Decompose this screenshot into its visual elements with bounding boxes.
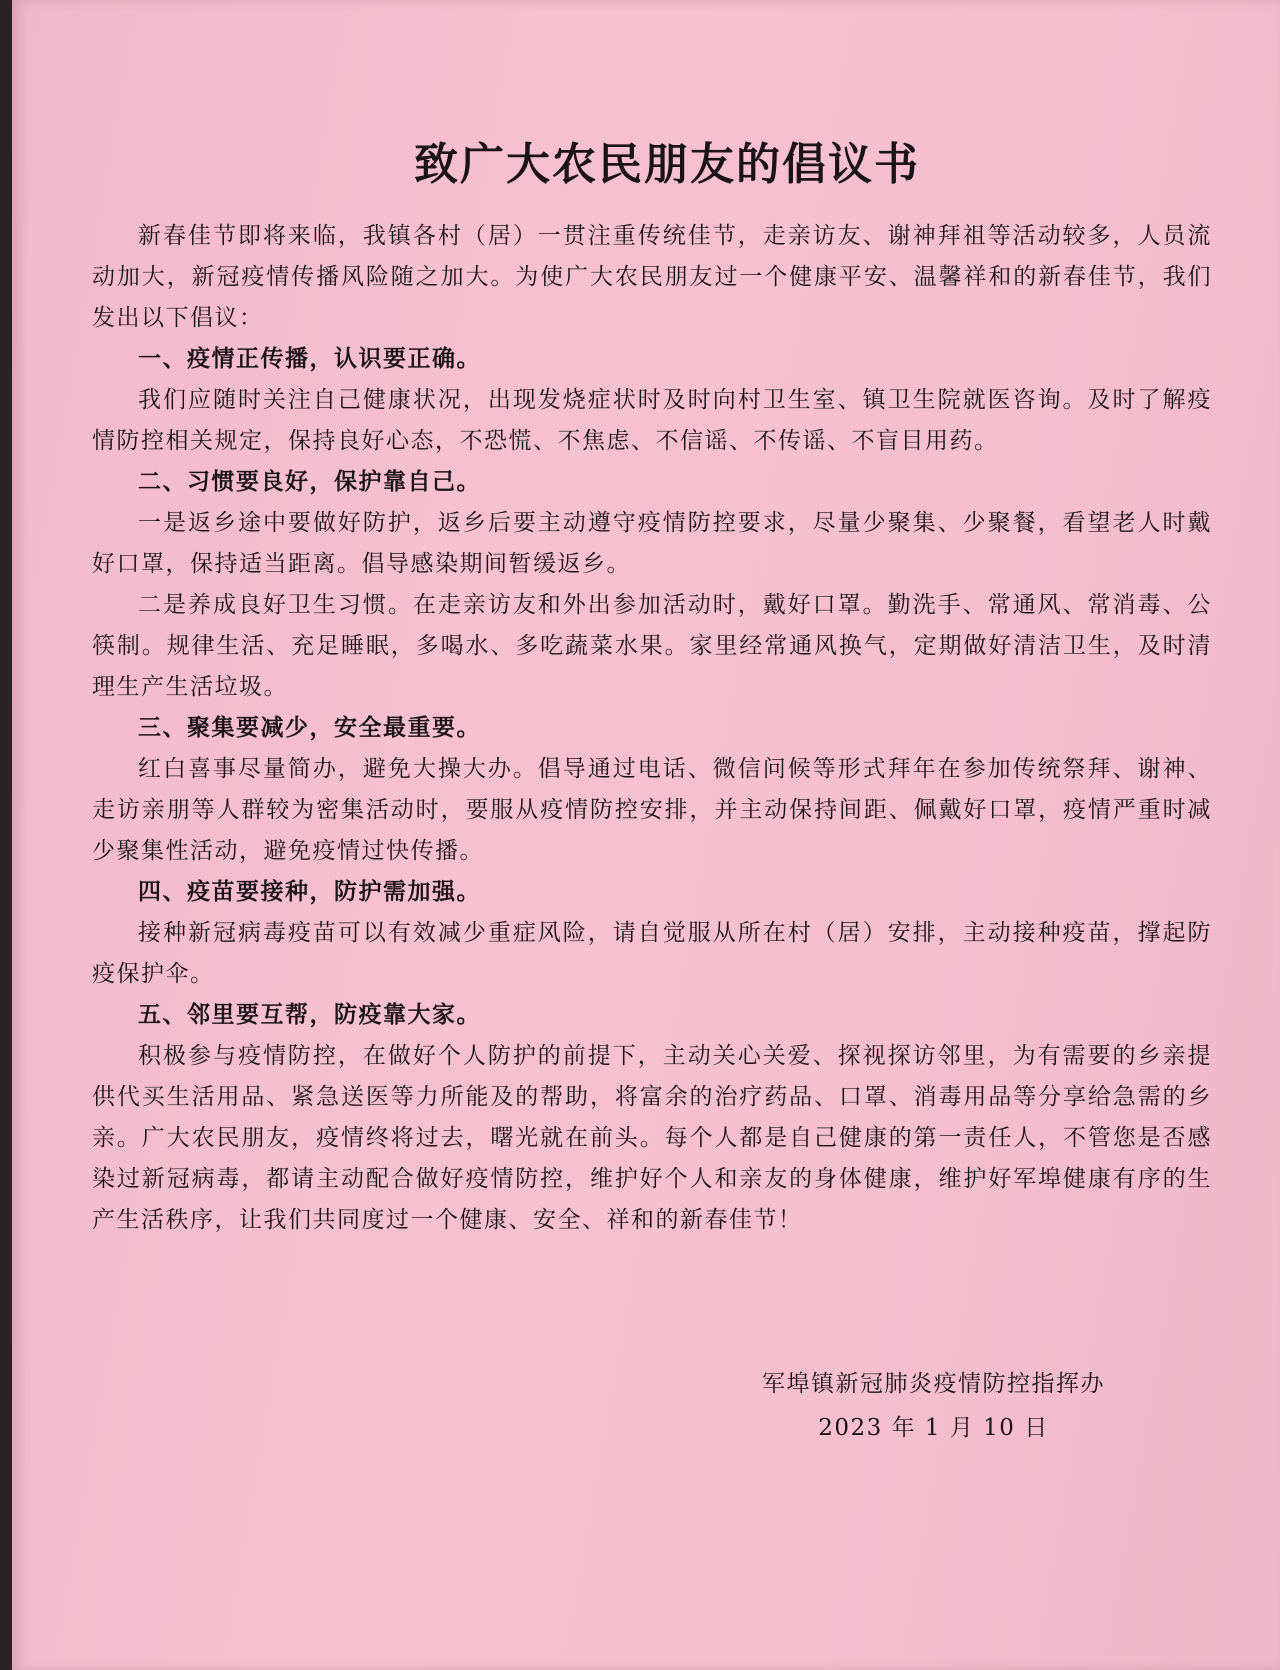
- section-1-paragraph: 我们应随时关注自己健康状况，出现发烧症状时及时向村卫生室、镇卫生院就医咨询。及时了解疫情防控相关规定，保持良好心态，不恐慌、不焦虑、不信谣、不传谣、不盲目用药。: [92, 387, 1212, 454]
- document-body: [92, 128, 1212, 1241]
- section-4-heading: 四、疫苗要接种，防护需加强。: [138, 879, 481, 905]
- section-3-paragraph: 红白喜事尽量简办，避免大操大办。倡导通过电话、微信问候等形式拜年在参加传统祭拜、谢神、走访亲朋等人群较为密集活动时，要服从疫情防控安排，并主动保持间距、佩戴好口罩，疫情严重时减少聚集性活动，避免疫情过快传播。: [92, 756, 1212, 864]
- section-4-paragraph: 接种新冠病毒疫苗可以有效减少重症风险，请自觉服从所在村（居）安排，主动接种疫苗，撑起防疫保护伞。: [92, 920, 1212, 987]
- intro-paragraph: 新春佳节即将来临，我镇各村（居）一贯注重传统佳节，走亲访友、谢神拜祖等活动较多，人员流动加大，新冠疫情传播风险随之加大。为使广大农民朋友过一个健康平安、温馨祥和的新春佳节，我们发出以下倡议：: [92, 223, 1212, 331]
- issuer-name: 军埠镇新冠肺炎疫情防控指挥办: [762, 1371, 1105, 1397]
- section-2-paragraph-2: 二是养成良好卫生习惯。在走亲访友和外出参加活动时，戴好口罩。勤洗手、常通风、常消毒、公筷制。规律生活、充足睡眠，多喝水、多吃蔬菜水果。家里经常通风换气，定期做好清洁卫生，及时清理生产生活垃圾。: [92, 592, 1212, 700]
- section-5-heading: 五、邻里要互帮，防疫靠大家。: [138, 1002, 481, 1028]
- section-5-paragraph: 积极参与疫情防控，在做好个人防护的前提下，主动关心关爱、探视探访邻里，为有需要的乡亲提供代买生活用品、紧急送医等力所能及的帮助，将富余的治疗药品、口罩、消毒用品等分享给急需的乡亲。广大农民朋友，疫情终将过去，曙光就在前头。每个人都是自己健康的第一责任人，不管您是否感染过新冠病毒，都请主动配合做好疫情防控，维护好个人和亲友的身体健康，维护好军埠健康有序的生产生活秩序，让我们共同度过一个健康、安全、祥和的新春佳节！: [92, 1043, 1212, 1233]
- document-sheet: [12, 0, 1280, 1670]
- signature-block: [762, 1362, 1105, 1450]
- section-3-heading: 三、聚集要减少，安全最重要。: [138, 715, 481, 741]
- section-2-paragraph-1: 一是返乡途中要做好防护，返乡后要主动遵守疫情防控要求，尽量少聚集、少聚餐，看望老人时戴好口罩，保持适当距离。倡导感染期间暂缓返乡。: [92, 510, 1212, 577]
- issue-date: 2023 年 1 月 10 日: [818, 1415, 1049, 1441]
- section-2-heading: 二、习惯要良好，保护靠自己。: [138, 469, 481, 495]
- document-title: 致广大农民朋友的倡议书: [414, 139, 920, 190]
- section-1-heading: 一、疫情正传播，认识要正确。: [138, 346, 481, 372]
